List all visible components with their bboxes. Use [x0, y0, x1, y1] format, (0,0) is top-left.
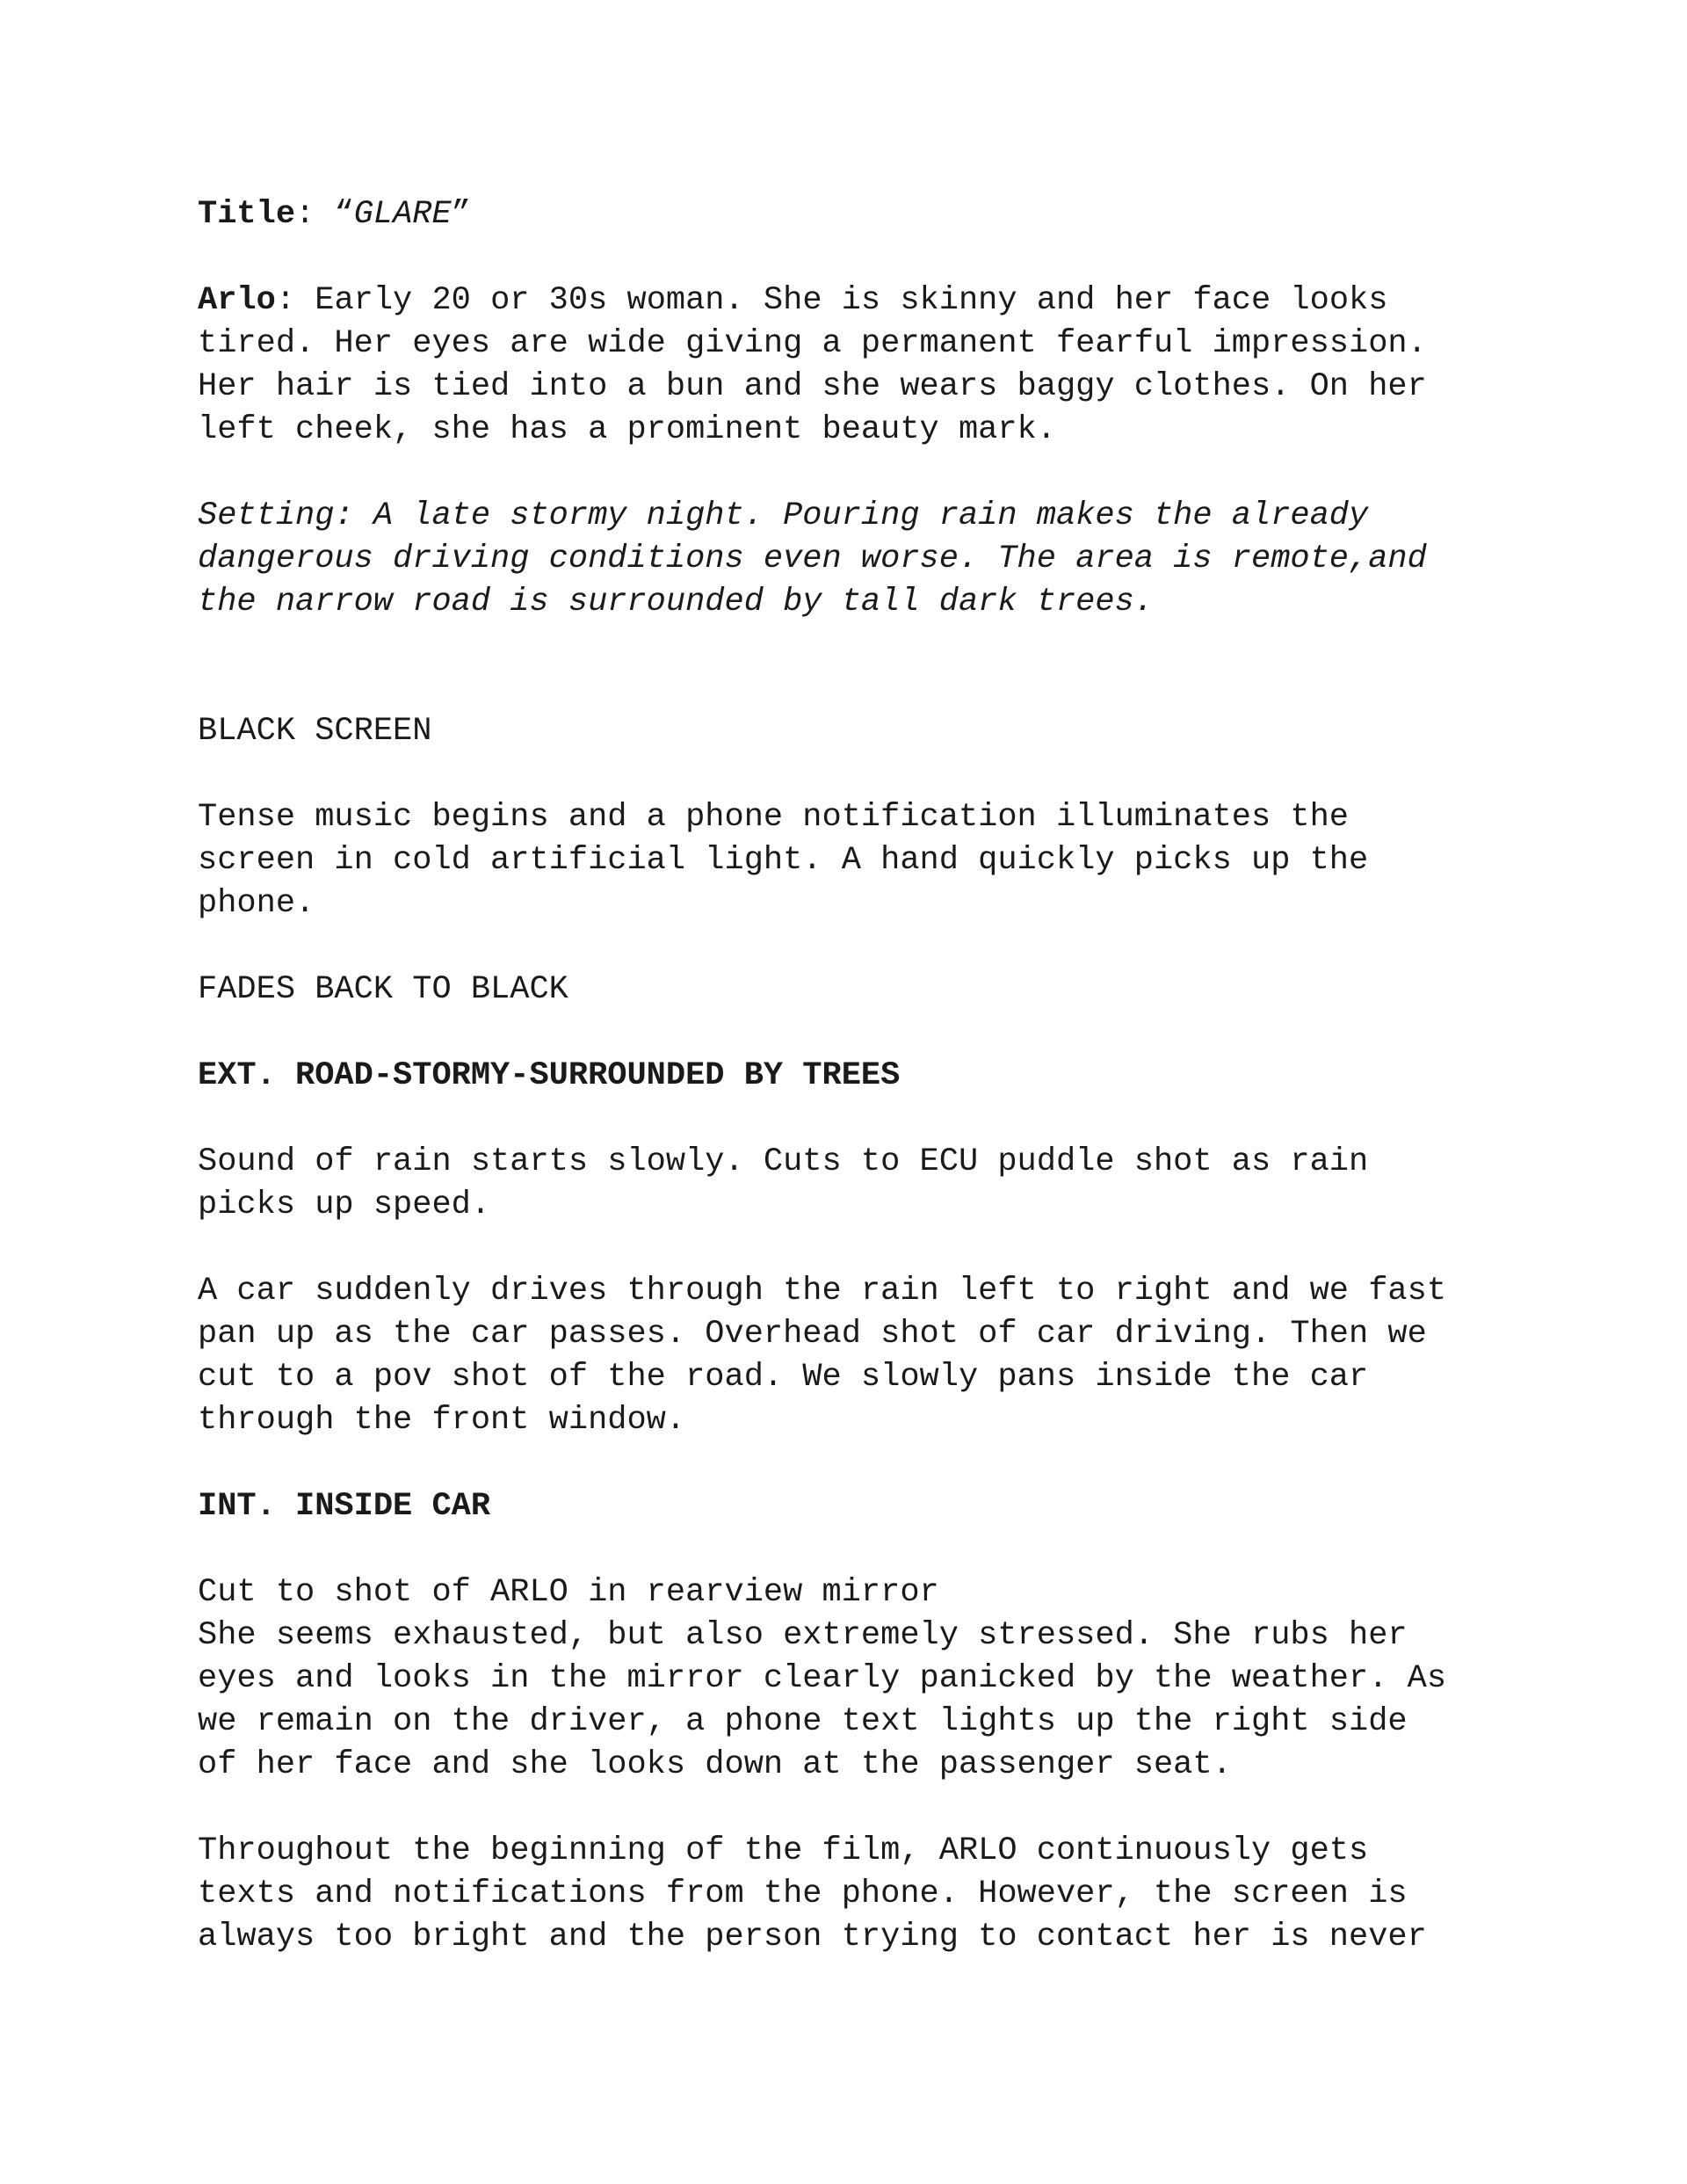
film-title: GLARE [353, 196, 452, 233]
spacer [198, 452, 1533, 495]
spacer [198, 1787, 1533, 1830]
title-close-quote: ” [451, 196, 471, 233]
transition-black-screen: BLACK SCREEN [198, 713, 432, 750]
character-name: Arlo [198, 282, 276, 319]
action-line: texts and notifications from the phone. However, the screen is [198, 1876, 1408, 1912]
action-line: always too bright and the person trying to contact her is never [198, 1919, 1427, 1955]
action-line: pan up as the car passes. Overhead shot of car driving. Then we [198, 1316, 1427, 1353]
title-open-quote: “ [334, 196, 354, 233]
action-line: screen in cold artificial light. A hand quickly picks up the [198, 842, 1369, 879]
action-line: of her face and she looks down at the passenger seat. [198, 1746, 1232, 1783]
scene-heading: INT. INSIDE CAR [198, 1488, 491, 1525]
action-line: we remain on the driver, a phone text lights up the right side [198, 1703, 1408, 1740]
spacer [198, 1227, 1533, 1270]
action-line: Cut to shot of ARLO in rearview mirror [198, 1574, 939, 1611]
spacer [198, 1528, 1533, 1571]
action-line: Tense music begins and a phone notification illuminates the [198, 799, 1350, 836]
spacer [198, 1012, 1533, 1055]
character-description-line: left cheek, she has a prominent beauty mark. [198, 411, 1056, 448]
setting-line: Setting: A late stormy night. Pouring rain makes the already [198, 497, 1369, 534]
title-colon: : [295, 196, 335, 233]
setting-line: the narrow road is surrounded by tall dark trees. [198, 584, 1154, 620]
screenplay-body [198, 193, 1533, 1959]
action-line: phone. [198, 885, 315, 922]
setting-line: dangerous driving conditions even worse. The area is remote,and [198, 541, 1427, 577]
character-description-text: : Early 20 or 30s woman. She is skinny and her face looks [275, 282, 1388, 319]
action-line: She seems exhausted, but also extremely stressed. She rubs her [198, 1617, 1408, 1654]
action-line: cut to a pov shot of the road. We slowly pans inside the car [198, 1359, 1369, 1396]
action-line: A car suddenly drives through the rain left to right and we fast [198, 1273, 1447, 1310]
action-line: eyes and looks in the mirror clearly panicked by the weather. As [198, 1660, 1447, 1697]
action-line: through the front window. [198, 1402, 686, 1439]
title-label: Title [198, 196, 296, 233]
action-line: Throughout the beginning of the film, ARLO continuously gets [198, 1832, 1369, 1869]
scene-heading: EXT. ROAD-STORMY-SURROUNDED BY TREES [198, 1057, 901, 1094]
spacer [198, 753, 1533, 796]
spacer [198, 624, 1533, 710]
transition-fade: FADES BACK TO BLACK [198, 971, 568, 1008]
character-description-line: tired. Her eyes are wide giving a permanent fearful impression. [198, 325, 1427, 362]
spacer [198, 1442, 1533, 1485]
action-line: Sound of rain starts slowly. Cuts to ECU puddle shot as rain [198, 1143, 1369, 1180]
spacer [198, 925, 1533, 969]
spacer [198, 236, 1533, 279]
character-description-line [198, 279, 1533, 323]
action-line: picks up speed. [198, 1186, 491, 1223]
title-line [198, 193, 1533, 236]
spacer [198, 1098, 1533, 1141]
character-description-line: Her hair is tied into a bun and she wears baggy clothes. On her [198, 368, 1427, 405]
